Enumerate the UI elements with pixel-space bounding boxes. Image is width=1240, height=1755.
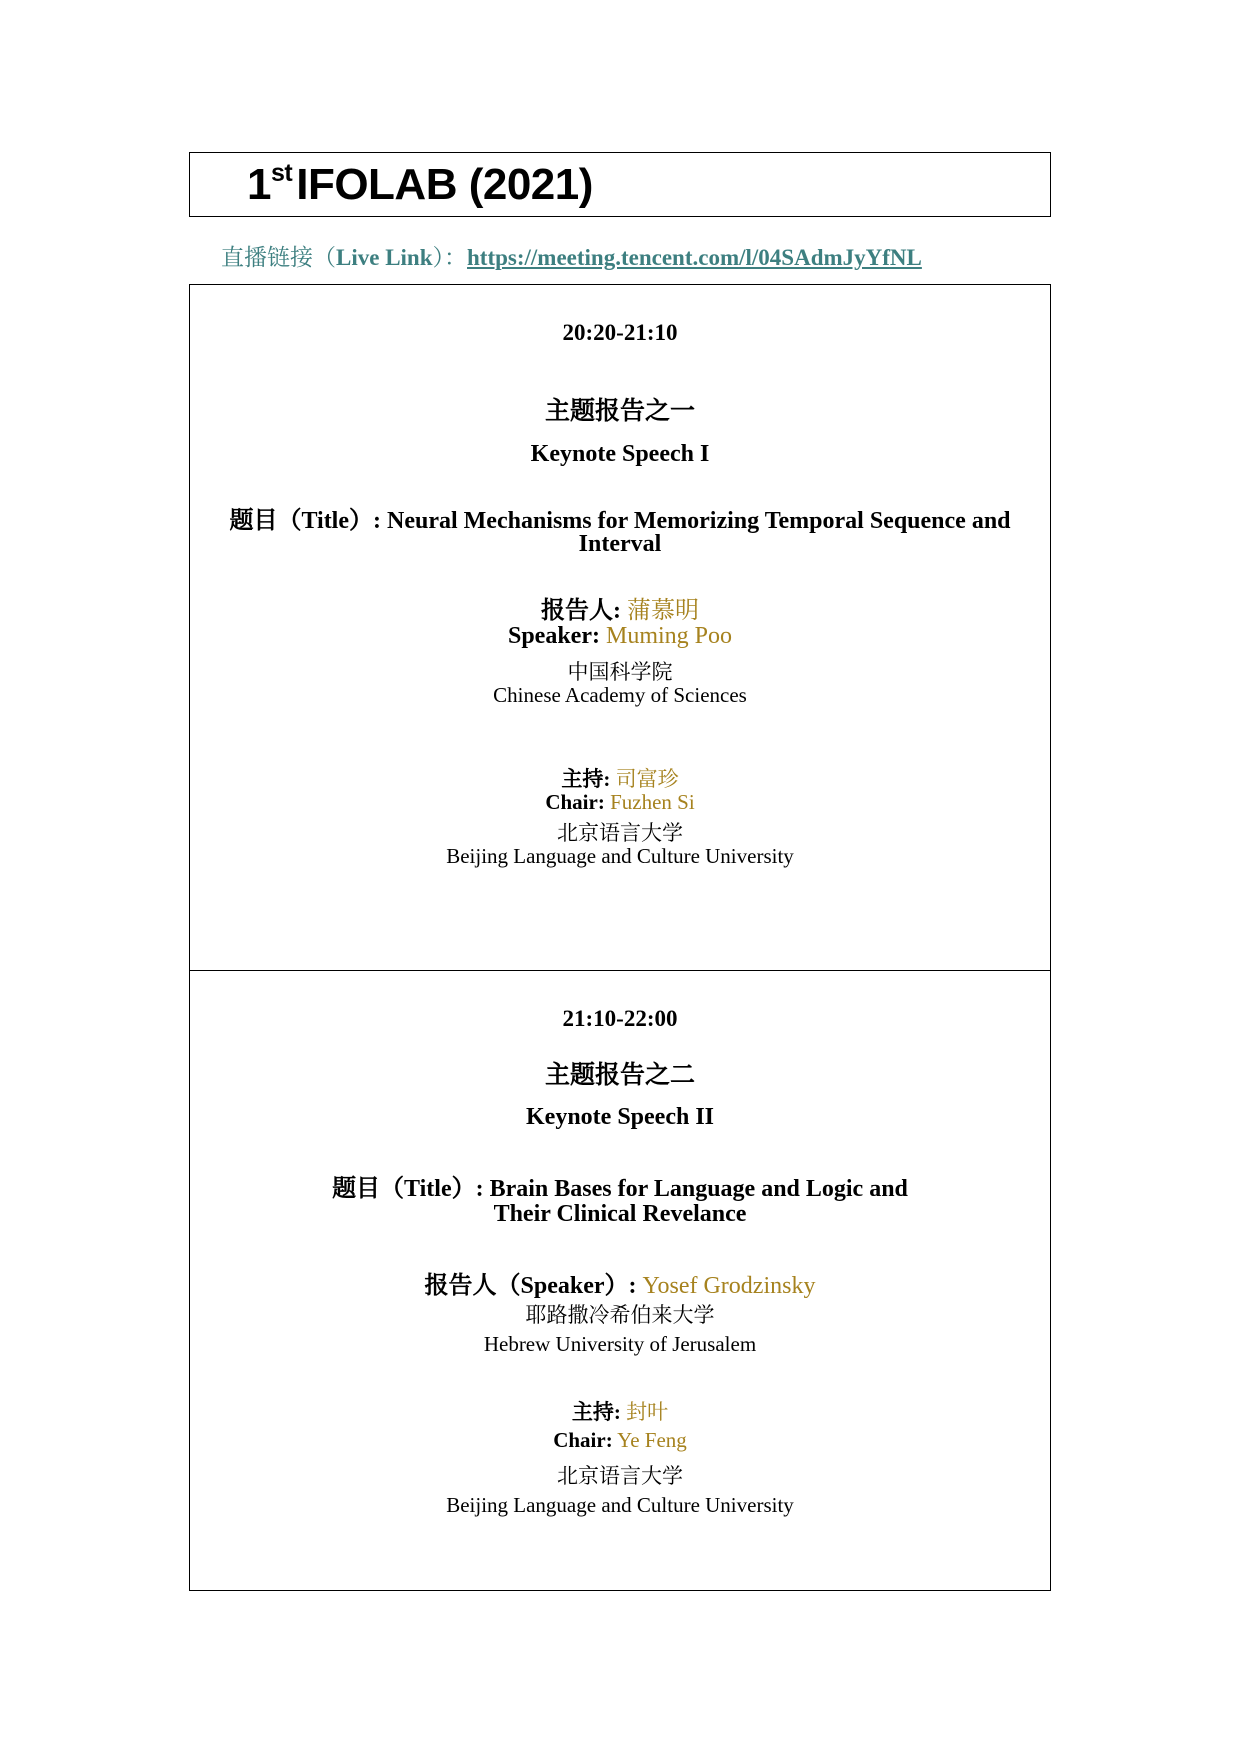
speaker-name-cn: 蒲慕明: [627, 598, 699, 624]
chair-affiliation-en: Beijing Language and Culture University: [446, 844, 794, 868]
session-time: 20:20-21:10: [562, 320, 678, 345]
chair-en-row: [190, 790, 1050, 815]
session-time: 21:10-22:00: [562, 1006, 678, 1031]
speaker-affiliation-en: Chinese Academy of Sciences: [493, 683, 747, 707]
speaker-name-en: Muming Poo: [605, 623, 733, 649]
chair-label-cn: 主持:: [571, 1400, 621, 1424]
chair-affiliation-cn: 北京语言大学: [557, 1464, 683, 1488]
chair-name-cn: 司富珍: [615, 767, 679, 791]
chair-affiliation-cn: 北京语言大学: [557, 821, 683, 845]
live-link-label-end: ）：: [432, 245, 468, 270]
keynote-heading-cn: 主题报告之二: [544, 1060, 695, 1089]
speaker-name-en: Yosef Grodzinsky: [642, 1273, 816, 1299]
talk-title-line1: 题目（Title）: Brain Bases for Language and Logic and: [332, 1176, 908, 1202]
chair-affiliation-en: Beijing Language and Culture University: [446, 1493, 794, 1517]
keynote-heading-cn: 主题报告之一: [544, 396, 695, 425]
title-superscript: st: [270, 159, 293, 187]
speaker-affiliation-cn: 中国科学院: [567, 660, 673, 684]
chair-name-en: Fuzhen Si: [610, 790, 695, 814]
title-prefix: 1: [247, 160, 271, 209]
speaker-cn-row: [190, 590, 1050, 625]
chair-label-en: Chair:: [553, 1428, 613, 1452]
header-box: [189, 152, 1051, 217]
talk-title-line2: Their Clinical Revelance: [493, 1201, 747, 1227]
chair-en-row: [190, 1428, 1050, 1453]
session-1-box: [189, 284, 1051, 971]
speaker-row: [190, 1265, 1050, 1300]
live-link-url[interactable]: https://meeting.tencent.com/l/04SAdmJyYfNL: [467, 245, 922, 270]
speaker-label-en: Speaker:: [507, 623, 600, 649]
title-main: IFOLAB (2021): [296, 160, 593, 209]
speaker-en-row: [190, 623, 1050, 650]
talk-title-line1: 题目（Title）: Neural Mechanisms for Memorizing Temporal Sequence and: [229, 508, 1011, 534]
chair-label-cn: 主持:: [561, 767, 611, 791]
speaker-affiliation-cn: 耶路撒冷希伯来大学: [525, 1303, 715, 1327]
speaker-affiliation-en: Hebrew University of Jerusalem: [483, 1332, 757, 1356]
live-link-row: [221, 243, 922, 273]
talk-title-line2: Interval: [578, 531, 662, 557]
live-link-label-en: Live Link: [336, 245, 433, 270]
speaker-label-cn: 报告人:: [541, 598, 621, 624]
chair-name-en: Ye Feng: [617, 1428, 687, 1452]
keynote-heading-en: Keynote Speech II: [526, 1104, 714, 1130]
chair-name-cn: 封叶: [626, 1400, 669, 1424]
keynote-heading-en: Keynote Speech I: [530, 441, 710, 467]
live-link-label-cn: 直播链接（: [221, 245, 336, 270]
chair-cn-row: [190, 763, 1050, 793]
page-title: [247, 159, 593, 211]
chair-cn-row: [190, 1396, 1050, 1426]
chair-label-en: Chair:: [545, 790, 605, 814]
speaker-label: 报告人（Speaker）:: [424, 1273, 637, 1299]
session-2-box: [189, 970, 1051, 1591]
live-link-label: [221, 245, 467, 270]
